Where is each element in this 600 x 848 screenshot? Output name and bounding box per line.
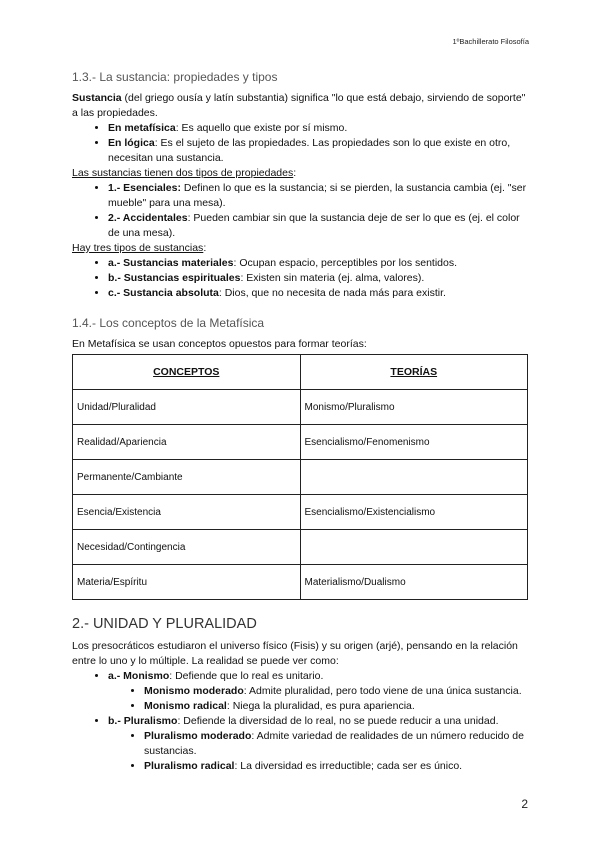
list-item [108,286,528,301]
list-item-text: : Es aquello que existe por sí mismo. [175,122,348,134]
table-row [73,565,528,600]
list-item [108,136,528,166]
section-2-title: 2.- UNIDAD Y PLURALIDAD [72,616,257,632]
list-item [108,256,528,271]
list-item-bold: a.- Monismo [108,670,170,682]
list-item-text: : Es el sujeto de las propiedades. Las propiedades son lo que existe en otro, necesitan una sustancia. [108,137,511,164]
list-item-bold: Pluralismo moderado [144,730,252,742]
list-item-text: : Admite pluralidad, pero todo viene de una única sustancia. [243,685,522,697]
theory-cell: Esencialismo/Existencialismo [300,495,528,530]
list-item [144,684,528,699]
list-item [144,699,528,714]
list-item-bold: En lógica [108,137,155,149]
section-2-intro: Los presocráticos estudiaron el universo físico (Fisis) y su origen (arjé), pensando en la relación entre lo uno y lo múltiple. La realidad se puede ver como: [72,640,518,667]
list-item-text: Definen lo que es la sustancia; si se pierden, la sustancia cambia (ej. "ser mueble" para una mesa). [108,182,527,209]
monism-pluralism-list [72,669,528,774]
types-heading-text: Hay tres tipos de sustancias [72,242,204,254]
concepts-intro: En Metafísica se usan conceptos opuestos para formar teorías: [72,338,367,350]
concept-cell: Necesidad/Contingencia [73,530,301,565]
properties-list [72,181,528,241]
list-item-text: : Niega la pluralidad, es pura apariencia. [226,700,415,712]
theory-cell [300,530,528,565]
list-item-bold: a.- Sustancias materiales [108,257,234,269]
list-item-bold: Monismo radical [144,700,227,712]
list-item-text: : La diversidad es irreductible; cada ser es único. [234,760,463,772]
sustancia-meanings-list [72,121,528,166]
sustancia-definition-text: (del griego ousía y latín substantia) significa "lo que está debajo, sirviendo de soporte" a las propiedades. [72,92,526,119]
sustancia-definition [72,91,528,121]
section-1-3-title: 1.3.- La sustancia: propiedades y tipos [72,70,278,84]
list-item-bold: b.- Pluralismo [108,715,178,727]
list-item [108,669,528,714]
sustancia-term: Sustancia [72,92,122,104]
list-item [144,759,528,774]
list-item [108,271,528,286]
table-row [73,460,528,495]
list-item-text: : Existen sin materia (ej. alma, valores). [240,272,425,284]
monism-sublist [108,684,528,714]
concept-cell: Esencia/Existencia [73,495,301,530]
concept-cell: Realidad/Apariencia [73,425,301,460]
list-item-text: : Admite variedad de realidades de un número reducido de sustancias. [144,730,524,757]
list-item [108,121,528,136]
list-item-bold: Pluralismo radical [144,760,235,772]
list-item-text: : Defiende que lo real es unitario. [169,670,324,682]
page-content [72,70,528,774]
list-item-bold: Monismo moderado [144,685,244,697]
table-header-row [73,355,528,390]
concept-cell: Permanente/Cambiante [73,460,301,495]
list-item [108,211,528,241]
list-item-text: : Pueden cambiar sin que la sustancia deje de ser lo que es (ej. el color de una mesa). [108,212,520,239]
list-item [108,181,528,211]
list-item-bold: 1.- Esenciales: [108,182,181,194]
theory-cell: Materialismo/Dualismo [300,565,528,600]
concepts-table [72,354,528,600]
pluralism-sublist [108,729,528,774]
page-number: 2 [521,797,528,811]
list-item [108,714,528,774]
table-row [73,425,528,460]
list-item [144,729,528,759]
theory-cell: Monismo/Pluralismo [300,390,528,425]
theory-cell: Esencialismo/Fenomenismo [300,425,528,460]
properties-heading: Las sustancias tienen dos tipos de propiedades: [72,167,297,179]
concept-cell: Materia/Espíritu [73,565,301,600]
list-item-bold: En metafísica [108,122,176,134]
list-item-text: : Dios, que no necesita de nada más para existir. [218,287,446,299]
list-item-bold: c.- Sustancia absoluta [108,287,219,299]
properties-heading-text: Las sustancias tienen dos tipos de propiedades [72,167,294,179]
concepts-column-header: CONCEPTOS [73,355,301,390]
types-list [72,256,528,301]
theory-cell [300,460,528,495]
list-item-text: : Ocupan espacio, perceptibles por los sentidos. [233,257,458,269]
list-item-bold: 2.- Accidentales [108,212,188,224]
section-1-4-title: 1.4.- Los conceptos de la Metafísica [72,316,265,330]
table-row [73,495,528,530]
theories-column-header: TEORÍAS [300,355,528,390]
types-heading: Hay tres tipos de sustancias: [72,242,207,254]
concept-cell: Unidad/Pluralidad [73,390,301,425]
table-row [73,530,528,565]
table-row [73,390,528,425]
list-item-bold: b.- Sustancias espirituales [108,272,241,284]
list-item-text: : Defiende la diversidad de lo real, no se puede reducir a una unidad. [177,715,499,727]
course-header: 1ºBachillerato Filosofía [452,37,529,46]
